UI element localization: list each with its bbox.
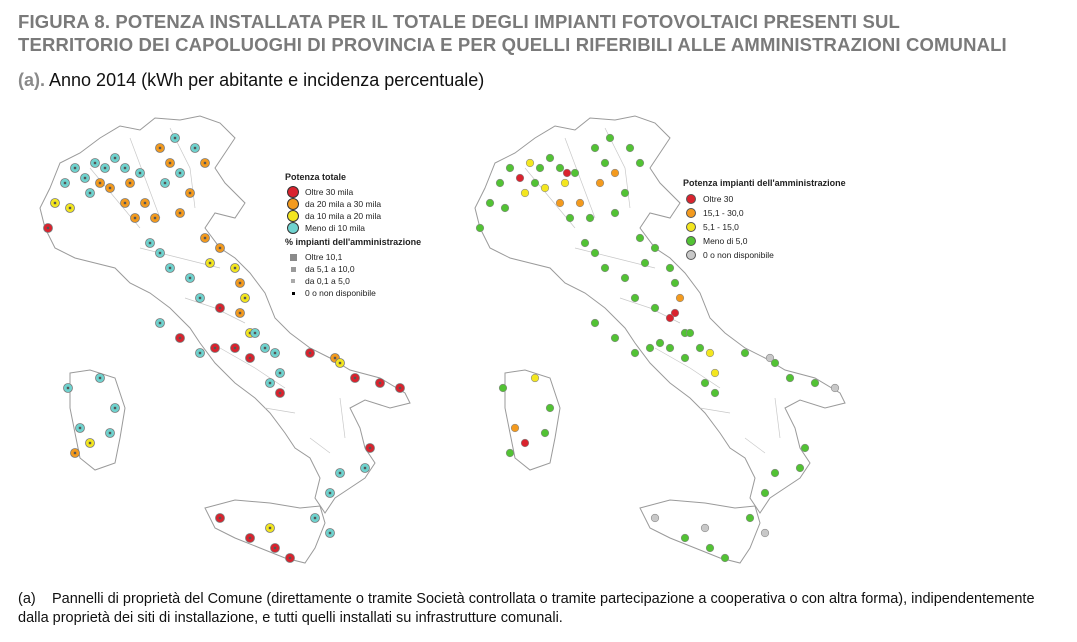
legend-admin-power-heading: Potenza impianti dell'amministrazione bbox=[683, 178, 846, 188]
city-marker bbox=[511, 424, 519, 432]
city-marker bbox=[681, 534, 689, 542]
subtitle-text: Anno 2014 (kWh per abitante e incidenza percentuale) bbox=[49, 70, 485, 90]
admin-share-marker bbox=[99, 182, 101, 184]
admin-share-marker bbox=[219, 247, 221, 249]
admin-share-marker bbox=[399, 387, 401, 389]
admin-share-marker bbox=[199, 297, 201, 299]
city-marker bbox=[636, 234, 644, 242]
admin-share-marker bbox=[234, 267, 236, 269]
city-marker bbox=[621, 274, 629, 282]
city-marker bbox=[666, 344, 674, 352]
city-marker bbox=[501, 204, 509, 212]
admin-share-marker bbox=[169, 162, 171, 164]
large-square-icon bbox=[290, 254, 297, 261]
admin-share-marker bbox=[64, 182, 66, 184]
city-marker bbox=[676, 294, 684, 302]
admin-share-marker bbox=[134, 217, 136, 219]
admin-share-marker bbox=[334, 357, 336, 359]
sicily-border bbox=[640, 500, 760, 563]
admin-share-marker bbox=[249, 537, 251, 539]
admin-share-marker bbox=[179, 212, 181, 214]
city-marker bbox=[576, 199, 584, 207]
admin-share-marker bbox=[239, 312, 241, 314]
admin-share-marker bbox=[239, 282, 241, 284]
legend-label: Oltre 30 bbox=[703, 194, 734, 204]
city-marker bbox=[531, 374, 539, 382]
admin-share-marker bbox=[179, 172, 181, 174]
admin-share-marker bbox=[89, 192, 91, 194]
right-legend bbox=[683, 178, 846, 262]
city-marker bbox=[571, 169, 579, 177]
city-marker bbox=[811, 379, 819, 387]
admin-share-marker bbox=[114, 157, 116, 159]
orange-circle-icon bbox=[686, 208, 696, 218]
admin-share-marker bbox=[99, 377, 101, 379]
city-marker bbox=[746, 514, 754, 522]
admin-share-marker bbox=[214, 347, 216, 349]
regional-borders bbox=[525, 128, 780, 453]
admin-share-marker bbox=[279, 372, 281, 374]
legend-label: Meno di 5,0 bbox=[703, 236, 748, 246]
admin-share-marker bbox=[74, 452, 76, 454]
legend-item bbox=[683, 234, 846, 248]
admin-share-marker bbox=[329, 492, 331, 494]
small-square-icon bbox=[291, 279, 295, 283]
admin-share-marker bbox=[47, 227, 49, 229]
legend-label: Oltre 30 mila bbox=[305, 187, 354, 197]
city-marker bbox=[711, 389, 719, 397]
admin-share-marker bbox=[129, 182, 131, 184]
city-marker bbox=[701, 379, 709, 387]
admin-share-marker bbox=[104, 167, 106, 169]
city-marker bbox=[561, 179, 569, 187]
legend-admin-item bbox=[285, 251, 421, 263]
city-marker bbox=[646, 344, 654, 352]
city-marker bbox=[591, 319, 599, 327]
legend-admin-item bbox=[285, 263, 421, 275]
admin-share-marker bbox=[139, 172, 141, 174]
admin-share-marker bbox=[339, 472, 341, 474]
cyan-circle-icon bbox=[287, 222, 299, 234]
admin-share-marker bbox=[164, 182, 166, 184]
legend-total-item bbox=[285, 210, 421, 222]
city-marker bbox=[611, 209, 619, 217]
admin-share-marker bbox=[329, 532, 331, 534]
footnote bbox=[18, 590, 1063, 628]
tiny-square-icon bbox=[292, 292, 295, 295]
city-marker bbox=[636, 159, 644, 167]
legend-label: da 20 mila a 30 mila bbox=[305, 199, 382, 209]
admin-share-marker bbox=[114, 407, 116, 409]
admin-share-marker bbox=[124, 202, 126, 204]
admin-share-marker bbox=[209, 262, 211, 264]
city-marker bbox=[651, 244, 659, 252]
city-marker bbox=[563, 169, 571, 177]
legend-label: Oltre 10,1 bbox=[305, 252, 343, 262]
city-marker bbox=[696, 344, 704, 352]
city-marker bbox=[741, 349, 749, 357]
red-circle-icon bbox=[686, 194, 696, 204]
yellow-circle-icon bbox=[686, 222, 696, 232]
legend-admin-heading: % impianti dell'amministrazione bbox=[285, 237, 422, 247]
city-marker bbox=[631, 294, 639, 302]
city-marker bbox=[706, 349, 714, 357]
city-marker bbox=[786, 374, 794, 382]
admin-share-marker bbox=[84, 177, 86, 179]
city-marker bbox=[651, 514, 659, 522]
left-legend bbox=[285, 172, 421, 299]
admin-share-marker bbox=[79, 427, 81, 429]
yellow-circle-icon bbox=[287, 210, 299, 222]
medium-square-icon bbox=[291, 267, 296, 272]
admin-share-marker bbox=[179, 337, 181, 339]
city-marker bbox=[531, 179, 539, 187]
city-marker bbox=[711, 369, 719, 377]
city-marker bbox=[601, 159, 609, 167]
figure-title bbox=[18, 10, 1063, 56]
legend-item bbox=[683, 206, 846, 220]
admin-share-marker bbox=[194, 147, 196, 149]
footnote-reference: (a). bbox=[18, 70, 45, 90]
legend-total-item bbox=[285, 186, 421, 198]
city-marker bbox=[591, 249, 599, 257]
admin-share-marker bbox=[199, 352, 201, 354]
figure-title-line2: TERRITORIO DEI CAPOLUOGHI DI PROVINCIA E PER QUELLI RIFERIBILI ALLE AMMINISTRAZIONI COMUNALI bbox=[18, 34, 1007, 55]
city-marker bbox=[626, 144, 634, 152]
city-marker bbox=[526, 159, 534, 167]
city-marker bbox=[536, 164, 544, 172]
figure-subtitle bbox=[18, 70, 484, 91]
admin-share-marker bbox=[204, 162, 206, 164]
city-marker bbox=[666, 314, 674, 322]
legend-total-heading: Potenza totale bbox=[285, 172, 347, 182]
city-marker bbox=[671, 279, 679, 287]
red-circle-icon bbox=[287, 186, 299, 198]
admin-share-marker bbox=[69, 207, 71, 209]
legend-label: 0 o non disponibile bbox=[305, 288, 376, 298]
city-marker bbox=[486, 199, 494, 207]
admin-share-marker bbox=[274, 547, 276, 549]
city-marker bbox=[621, 189, 629, 197]
city-marker bbox=[831, 384, 839, 392]
admin-share-marker bbox=[109, 187, 111, 189]
admin-share-marker bbox=[109, 432, 111, 434]
footnote-text: Pannelli di proprietà del Comune (direttamente o tramite Società controllata o tramite partecipazione a cooperativa o con altra forma), indipendentemente dalla proprietà dei siti di installazione, e tutti quelli installati su infrastrutture comunali. bbox=[18, 591, 1035, 626]
orange-circle-icon bbox=[287, 198, 299, 210]
admin-share-marker bbox=[174, 137, 176, 139]
admin-share-marker bbox=[354, 377, 356, 379]
admin-share-marker bbox=[254, 332, 256, 334]
city-marker bbox=[499, 384, 507, 392]
city-marker bbox=[771, 359, 779, 367]
admin-share-marker bbox=[154, 217, 156, 219]
city-marker bbox=[611, 169, 619, 177]
admin-share-marker bbox=[219, 517, 221, 519]
footnote-tag: (a) bbox=[18, 591, 36, 607]
city-marker bbox=[761, 529, 769, 537]
admin-share-marker bbox=[369, 447, 371, 449]
admin-share-marker bbox=[67, 387, 69, 389]
admin-share-marker bbox=[54, 202, 56, 204]
grey-circle-icon bbox=[686, 250, 696, 260]
city-marker bbox=[666, 264, 674, 272]
admin-share-marker bbox=[234, 347, 236, 349]
admin-share-marker bbox=[94, 162, 96, 164]
city-marker bbox=[556, 199, 564, 207]
city-marker bbox=[521, 439, 529, 447]
city-marker bbox=[641, 259, 649, 267]
legend-label: da 0,1 a 5,0 bbox=[305, 276, 350, 286]
admin-share-marker bbox=[74, 167, 76, 169]
legend-admin-item bbox=[285, 275, 421, 287]
legend-item bbox=[683, 220, 846, 234]
city-marker bbox=[611, 334, 619, 342]
admin-share-marker bbox=[339, 362, 341, 364]
admin-share-marker bbox=[279, 392, 281, 394]
legend-label: da 10 mila a 20 mila bbox=[305, 211, 382, 221]
admin-share-marker bbox=[159, 322, 161, 324]
admin-share-marker bbox=[269, 527, 271, 529]
figure-title-line1: FIGURA 8. POTENZA INSTALLATA PER IL TOTALE DEGLI IMPIANTI FOTOVOLTAICI PRESENTI SUL bbox=[18, 11, 900, 32]
city-marker bbox=[631, 349, 639, 357]
city-marker bbox=[506, 164, 514, 172]
mainland-border bbox=[475, 116, 845, 513]
legend-label: 0 o non disponibile bbox=[703, 250, 774, 260]
legend-admin-item bbox=[285, 287, 421, 299]
admin-share-marker bbox=[204, 237, 206, 239]
city-marker bbox=[771, 469, 779, 477]
admin-share-marker bbox=[379, 382, 381, 384]
city-marker bbox=[681, 354, 689, 362]
city-marker bbox=[601, 264, 609, 272]
sicily-border bbox=[205, 500, 325, 563]
admin-share-marker bbox=[169, 267, 171, 269]
admin-share-marker bbox=[289, 557, 291, 559]
legend-label: Meno di 10 mila bbox=[305, 223, 366, 233]
city-marker bbox=[651, 304, 659, 312]
city-marker bbox=[476, 224, 484, 232]
city-marker bbox=[761, 489, 769, 497]
admin-share-marker bbox=[189, 192, 191, 194]
admin-share-marker bbox=[314, 517, 316, 519]
green-circle-icon bbox=[686, 236, 696, 246]
city-marker bbox=[546, 154, 554, 162]
city-marker bbox=[581, 239, 589, 247]
legend-total-item bbox=[285, 198, 421, 210]
city-marker bbox=[521, 189, 529, 197]
city-marker bbox=[556, 164, 564, 172]
legend-total-item bbox=[285, 222, 421, 234]
city-marker bbox=[566, 214, 574, 222]
admin-share-marker bbox=[249, 357, 251, 359]
city-marker bbox=[541, 184, 549, 192]
admin-share-marker bbox=[264, 347, 266, 349]
admin-share-marker bbox=[89, 442, 91, 444]
legend-label: 15,1 - 30,0 bbox=[703, 208, 744, 218]
admin-share-marker bbox=[219, 307, 221, 309]
city-marker bbox=[701, 524, 709, 532]
city-marker bbox=[496, 179, 504, 187]
city-marker bbox=[591, 144, 599, 152]
city-marker bbox=[686, 329, 694, 337]
city-marker bbox=[541, 429, 549, 437]
city-marker bbox=[586, 214, 594, 222]
city-marker bbox=[506, 449, 514, 457]
admin-share-marker bbox=[144, 202, 146, 204]
city-marker bbox=[656, 339, 664, 347]
admin-share-marker bbox=[149, 242, 151, 244]
legend-label: da 5,1 a 10,0 bbox=[305, 264, 355, 274]
legend-item bbox=[683, 192, 846, 206]
city-marker bbox=[721, 554, 729, 562]
admin-share-marker bbox=[159, 147, 161, 149]
admin-share-marker bbox=[269, 382, 271, 384]
admin-share-marker bbox=[364, 467, 366, 469]
city-marker bbox=[801, 444, 809, 452]
city-marker bbox=[706, 544, 714, 552]
admin-share-marker bbox=[274, 352, 276, 354]
admin-share-marker bbox=[244, 297, 246, 299]
admin-share-marker bbox=[189, 277, 191, 279]
admin-share-marker bbox=[159, 252, 161, 254]
city-marker bbox=[796, 464, 804, 472]
admin-share-marker bbox=[309, 352, 311, 354]
city-marker bbox=[596, 179, 604, 187]
city-marker bbox=[546, 404, 554, 412]
legend-item bbox=[683, 248, 846, 262]
admin-share-marker bbox=[124, 167, 126, 169]
city-marker bbox=[606, 134, 614, 142]
legend-label: 5,1 - 15,0 bbox=[703, 222, 739, 232]
city-marker bbox=[516, 174, 524, 182]
